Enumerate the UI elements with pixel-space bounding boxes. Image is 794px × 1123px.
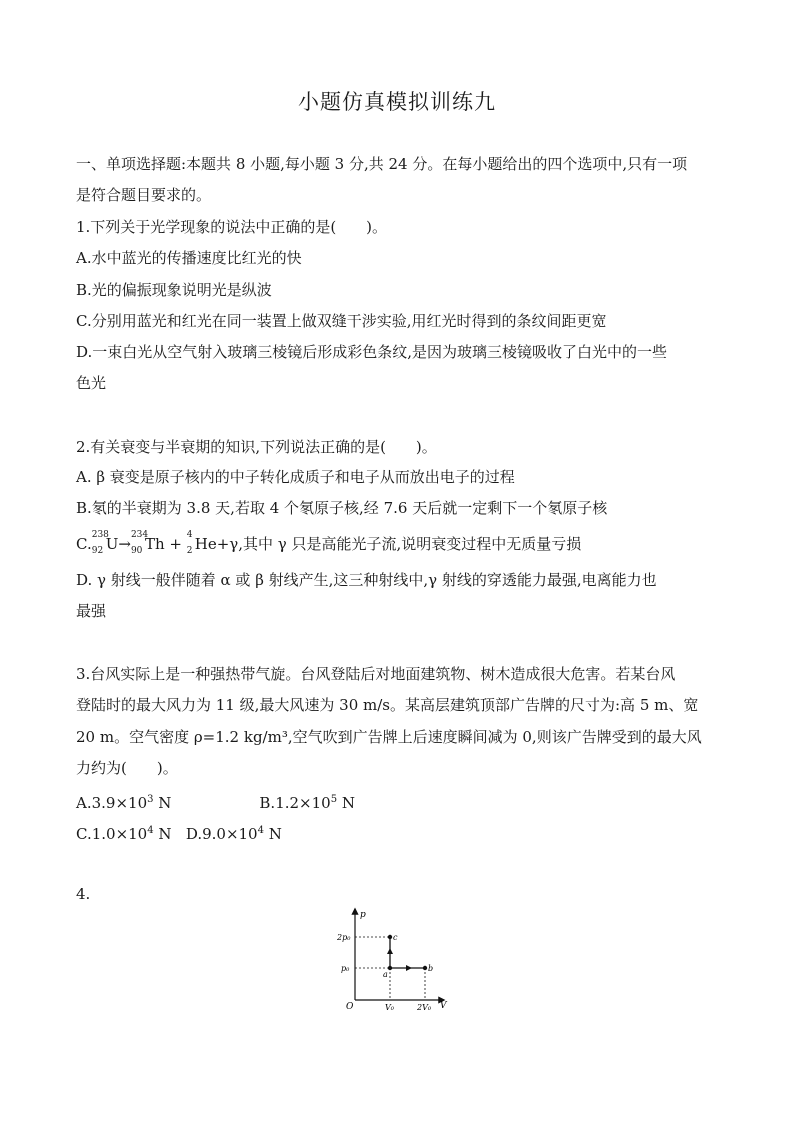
pv-tick-v0: V₀ bbox=[385, 1003, 394, 1012]
q2-option-b: B.氡的半衰期为 3.8 天,若取 4 个氡原子核,经 7.6 天后就一定剩下一个氡原子核 bbox=[76, 499, 608, 517]
q2-option-a: A. β 衰变是原子核内的中子转化成质子和电子从而放出电子的过程 bbox=[76, 468, 515, 486]
q1-option-c: C.分别用蓝光和红光在同一装置上做双缝干涉实验,用红光时得到的条纹间距更宽 bbox=[76, 312, 607, 330]
pv-point-a bbox=[388, 966, 392, 970]
thorium-nuclide bbox=[130, 530, 149, 556]
pv-arrow-a-to-b bbox=[406, 965, 412, 971]
q3-stem-line-2: 登陆时的最大风力为 11 级,最大风速为 30 m/s。某高层建筑顶部广告牌的尺寸为:高 5 m、宽 bbox=[76, 696, 699, 714]
uranium-nuclide bbox=[91, 530, 109, 556]
q3-option-a-unit: N bbox=[153, 794, 172, 812]
q3-option-d-unit: N bbox=[263, 825, 282, 843]
q3-options-row-2 bbox=[76, 821, 726, 844]
q3-stem-line-1: 3.台风实际上是一种强热带气旋。台风登陆后对地面建筑物、树木造成很大危害。若某台风 bbox=[76, 665, 676, 683]
q3-option-b-unit: N bbox=[337, 794, 355, 812]
q2-option-c-text: +γ,其中 γ 只是高能光子流,说明衰变过程中无质量亏损 bbox=[216, 535, 582, 553]
q3-stem-line-4: 力约为( )。 bbox=[76, 759, 178, 777]
reaction-plus: + bbox=[164, 535, 187, 553]
helium-atomic-number: 2 bbox=[186, 546, 193, 556]
pv-diagram bbox=[334, 904, 460, 1012]
q3-option-a: A.3.9×10 bbox=[76, 794, 148, 812]
q1-option-a: A.水中蓝光的传播速度比红光的快 bbox=[76, 249, 302, 267]
pv-point-c-label: c bbox=[393, 933, 398, 942]
q2-option-d-line-1: D. γ 射线一般伴随着 α 或 β 射线产生,这三种射线中,γ 射线的穿透能力最强,电离能力也 bbox=[76, 571, 657, 589]
pv-tick-2v0: 2V₀ bbox=[417, 1003, 432, 1012]
reaction-arrow: → bbox=[118, 535, 131, 553]
pv-arrow-a-to-c bbox=[387, 948, 393, 954]
section-instructions-line-1: 一、单项选择题:本题共 8 小题,每小题 3 分,共 24 分。在每小题给出的四个选项中,只有一项 bbox=[76, 155, 688, 173]
q3-options-row-1 bbox=[76, 790, 726, 813]
q2-option-c bbox=[76, 530, 726, 556]
q2-option-d-line-2: 最强 bbox=[76, 602, 107, 620]
q3-option-d-exponent: 4 bbox=[257, 825, 264, 836]
q2-stem: 2.有关衰变与半衰期的知识,下列说法正确的是( )。 bbox=[76, 438, 437, 456]
helium-nuclide bbox=[186, 530, 195, 556]
section-instructions-line-2: 是符合题目要求的。 bbox=[76, 186, 212, 204]
helium-mass-number: 4 bbox=[186, 530, 193, 540]
thorium-symbol: Th bbox=[144, 535, 165, 553]
pv-v-axis-label: V bbox=[440, 1001, 447, 1011]
q1-option-d-line-2: 色光 bbox=[76, 374, 107, 392]
uranium-symbol: U bbox=[105, 535, 119, 553]
pv-point-b bbox=[423, 966, 427, 970]
q3-option-c-exponent: 4 bbox=[147, 825, 154, 836]
pv-point-c bbox=[388, 935, 392, 939]
q3-option-d: D.9.0×10 bbox=[185, 825, 258, 843]
pv-tick-p0: p₀ bbox=[341, 964, 350, 973]
pv-point-b-label: b bbox=[428, 964, 434, 973]
thorium-atomic-number: 90 bbox=[130, 546, 143, 556]
q4-number: 4. bbox=[76, 885, 91, 903]
pv-origin-label: O bbox=[346, 1002, 354, 1012]
uranium-atomic-number: 92 bbox=[91, 546, 104, 556]
q3-option-c-unit: N bbox=[153, 825, 172, 843]
pv-point-a-label: a bbox=[383, 970, 388, 979]
q2-option-c-label: C. bbox=[76, 535, 92, 553]
thorium-mass-number: 234 bbox=[130, 530, 149, 540]
q3-option-b: B.1.2×10 bbox=[259, 794, 331, 812]
q3-option-b-exponent: 5 bbox=[330, 794, 338, 805]
q3-stem-line-3: 20 m。空气密度 ρ=1.2 kg/m³,空气吹到广告牌上后速度瞬间减为 0,则该广告牌受到的最大风 bbox=[76, 728, 702, 746]
q3-option-c: C.1.0×10 bbox=[76, 825, 148, 843]
helium-symbol: He bbox=[194, 535, 217, 553]
q1-stem: 1.下列关于光学现象的说法中正确的是( )。 bbox=[76, 218, 388, 236]
q1-option-d-line-1: D.一束白光从空气射入玻璃三棱镜后形成彩色条纹,是因为玻璃三棱镜吸收了白光中的一些 bbox=[76, 343, 668, 361]
pv-tick-2p0: 2p₀ bbox=[337, 933, 351, 942]
pv-p-axis-label: p bbox=[360, 910, 366, 920]
page-title: 小题仿真模拟训练九 bbox=[298, 90, 496, 114]
uranium-mass-number: 238 bbox=[91, 530, 109, 540]
q3-option-a-exponent: 3 bbox=[147, 794, 154, 805]
q1-option-b: B.光的偏振现象说明光是纵波 bbox=[76, 281, 272, 299]
